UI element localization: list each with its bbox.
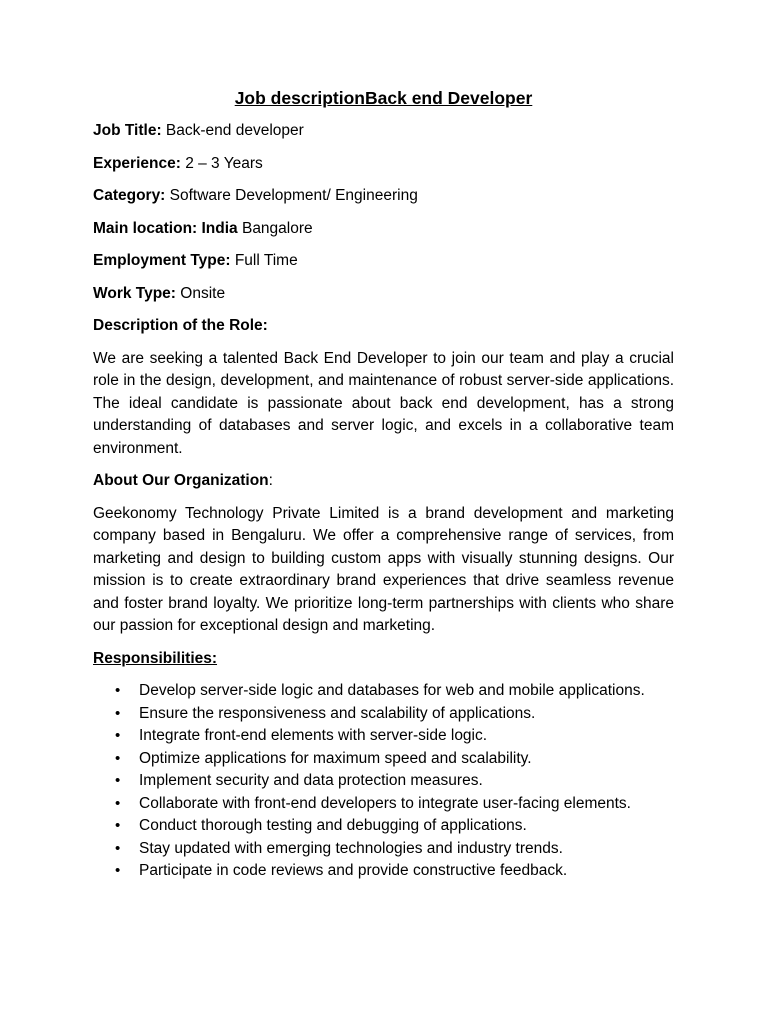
bullet-icon: • — [115, 862, 121, 879]
organization-heading — [93, 470, 674, 493]
list-item-text: Implement security and data protection measures. — [139, 772, 483, 789]
list-item — [93, 748, 674, 771]
field-value: 2 – 3 Years — [180, 154, 263, 172]
field-label: Job Title: — [93, 122, 162, 139]
bullet-icon: • — [115, 817, 121, 834]
document-title: Job descriptionBack end Developer — [234, 88, 533, 108]
bullet-icon: • — [115, 682, 121, 699]
list-item — [93, 815, 674, 838]
list-item-text: Ensure the responsiveness and scalability of applications. — [139, 704, 536, 722]
role-heading: Description of the Role: — [93, 317, 268, 334]
list-item — [93, 793, 674, 816]
field-label: Experience: — [93, 154, 181, 172]
field-employment-type — [93, 250, 674, 273]
list-item-text: Participate in code reviews and provide constructive feedback. — [139, 862, 568, 879]
field-main-location — [93, 218, 674, 241]
organization-heading-text: About Our Organization — [93, 472, 269, 489]
field-label: Category: — [93, 187, 166, 204]
organization-description: Geekonomy Technology Private Limited is a brand development and marketing company based in Bengaluru. We offer a comprehensive range of services, from marketing and design to building custom apps with visually stunning designs. Our mission is to create extraordinary brand experiences that drive seamless revenue and foster brand loyalty. We prioritize long-term partnerships with clients who share our passion for exceptional design and marketing. — [93, 504, 674, 634]
field-work-type — [93, 283, 674, 306]
list-item — [93, 703, 674, 726]
field-label: Main location: India — [93, 219, 238, 237]
list-item-text: Collaborate with front-end developers to integrate user-facing elements. — [139, 794, 631, 812]
role-description: We are seeking a talented Back End Developer to join our team and play a crucial role in the design, development, and maintenance of robust server-side applications. The ideal candidate is passionate about back end development, has a strong understanding of databases and server logic, and excels in a collaborative team environment. — [93, 349, 674, 457]
bullet-icon: • — [115, 727, 121, 744]
bullet-icon: • — [115, 794, 121, 812]
bullet-icon: • — [115, 772, 121, 789]
list-item-text: Optimize applications for maximum speed and scalability. — [139, 749, 532, 767]
list-item — [93, 725, 674, 748]
list-item — [93, 680, 674, 703]
field-experience — [93, 153, 674, 176]
responsibilities-list — [93, 680, 674, 883]
document-page — [93, 86, 674, 883]
list-item-text: Develop server-side logic and databases for web and mobile applications. — [139, 682, 645, 699]
list-item-text: Integrate front-end elements with server-side logic. — [139, 727, 488, 744]
field-value: Onsite — [175, 284, 226, 302]
field-category — [93, 185, 674, 208]
list-item-text: Stay updated with emerging technologies and industry trends. — [139, 839, 563, 857]
bullet-icon: • — [115, 749, 121, 767]
list-item — [93, 860, 674, 883]
list-item-text: Conduct thorough testing and debugging of applications. — [139, 817, 527, 834]
field-value: Back-end developer — [161, 122, 304, 139]
field-label: Work Type: — [93, 284, 176, 302]
organization-heading-colon: : — [268, 472, 273, 489]
field-value: Bangalore — [237, 219, 313, 237]
list-item — [93, 838, 674, 861]
field-label: Employment Type: — [93, 252, 231, 269]
list-item — [93, 770, 674, 793]
field-value: Full Time — [230, 252, 298, 269]
field-job-title — [93, 120, 674, 143]
bullet-icon: • — [115, 704, 121, 722]
responsibilities-heading: Responsibilities: — [93, 649, 218, 667]
bullet-icon: • — [115, 839, 121, 857]
field-value: Software Development/ Engineering — [165, 187, 418, 204]
